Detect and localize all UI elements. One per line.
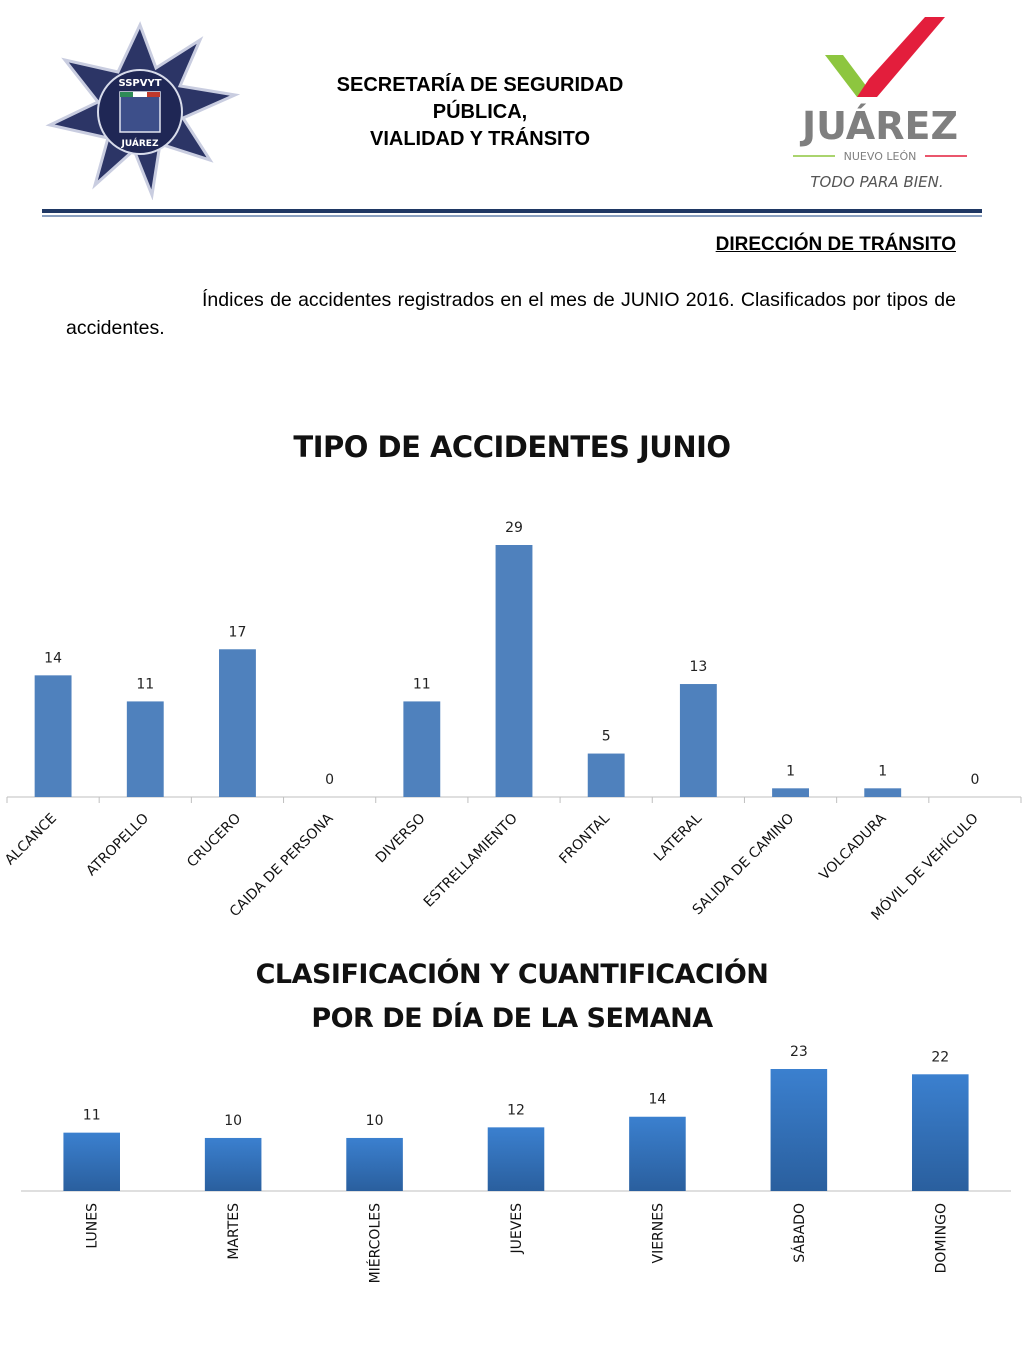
data-label: 29: [505, 520, 523, 536]
organization-name: [300, 72, 660, 153]
category-label: MÓVIL DE VEHÍCULO: [868, 810, 982, 924]
bar: [488, 1127, 545, 1191]
bar: [588, 754, 625, 797]
direction-heading: DIRECCIÓN DE TRÁNSITO: [715, 234, 956, 255]
category-label: VIERNES: [650, 1203, 667, 1264]
data-label: 14: [648, 1091, 667, 1108]
org-line-2: PÚBLICA,: [432, 101, 528, 123]
bar: [680, 684, 717, 797]
category-label: DIVERSO: [372, 810, 429, 867]
data-label: 11: [82, 1107, 101, 1124]
data-label: 10: [365, 1112, 384, 1129]
bar: [496, 545, 533, 797]
bar: [127, 701, 164, 797]
category-label: DOMINGO: [933, 1203, 950, 1274]
org-line-3: VIALIDAD Y TRÁNSITO: [369, 128, 591, 150]
category-label: JUEVES: [509, 1203, 525, 1254]
data-label: 22: [931, 1049, 950, 1066]
category-label: LATERAL: [651, 810, 706, 865]
category-label: FRONTAL: [556, 810, 614, 868]
juarez-logo-slogan: TODO PARA BIEN.: [810, 173, 944, 191]
data-label: 17: [228, 624, 247, 641]
bar: [771, 1069, 828, 1191]
juarez-logo-name: JUÁREZ: [801, 104, 959, 148]
data-label: 12: [507, 1102, 525, 1119]
data-label: 0: [325, 772, 335, 788]
category-label: CAIDA DE PERSONA: [226, 810, 337, 921]
data-label: 14: [44, 650, 63, 667]
category-label: SÁBADO: [791, 1203, 808, 1263]
data-label: 13: [689, 659, 708, 676]
data-label: 10: [224, 1112, 243, 1129]
category-label: MIÉRCOLES: [367, 1203, 384, 1284]
weekday-chart: [0, 1030, 1024, 1350]
bar: [346, 1138, 403, 1191]
header-divider-thin: [42, 215, 982, 217]
sspvyt-badge-logo: [40, 20, 240, 200]
bar: [35, 675, 72, 797]
bar: [912, 1074, 969, 1191]
chart2-title-line-2: POR DE DÍA DE LA SEMANA: [311, 1003, 713, 1034]
category-label: MARTES: [226, 1203, 243, 1260]
chart1-title: TIPO DE ACCIDENTES JUNIO: [293, 430, 731, 464]
bar: [629, 1117, 686, 1191]
category-label: CRUCERO: [184, 810, 245, 871]
accident-type-chart: [0, 500, 1024, 940]
bar: [205, 1138, 262, 1191]
org-line-1: SECRETARÍA DE SEGURIDAD: [336, 74, 624, 96]
data-label: 11: [136, 676, 155, 693]
data-label: 1: [878, 763, 888, 780]
header-divider: [42, 209, 982, 213]
bar: [403, 701, 440, 797]
juarez-logo-state: NUEVO LEÓN: [843, 150, 917, 163]
category-label: LUNES: [84, 1203, 101, 1249]
intro-paragraph: Índices de accidentes registrados en el mes de JUNIO 2016. Clasificados por tipos de accidentes.: [66, 289, 956, 339]
category-label: ESTRELLAMIENTO: [420, 810, 521, 911]
chart2-title: [0, 953, 1024, 1041]
chart2-title-line-1: CLASIFICACIÓN Y CUANTIFICACIÓN: [255, 959, 769, 990]
data-label: 11: [412, 676, 431, 693]
category-label: SALIDA DE CAMINO: [689, 810, 798, 919]
data-label: 5: [601, 728, 611, 745]
bar: [219, 649, 256, 797]
badge-bottom-text: JUÁREZ: [121, 139, 159, 149]
bar: [864, 788, 901, 797]
data-label: 23: [789, 1044, 808, 1060]
badge-top-text: SSPVYT: [118, 78, 162, 89]
bar: [772, 788, 809, 797]
bar: [63, 1133, 120, 1191]
category-label: ALCANCE: [2, 810, 60, 869]
category-label: VOLCADURA: [816, 810, 890, 884]
category-label: ATROPELLO: [83, 810, 153, 880]
juarez-logo: [785, 15, 975, 195]
page-header: [0, 0, 1024, 215]
data-label: 0: [970, 772, 980, 788]
data-label: 1: [786, 763, 796, 780]
